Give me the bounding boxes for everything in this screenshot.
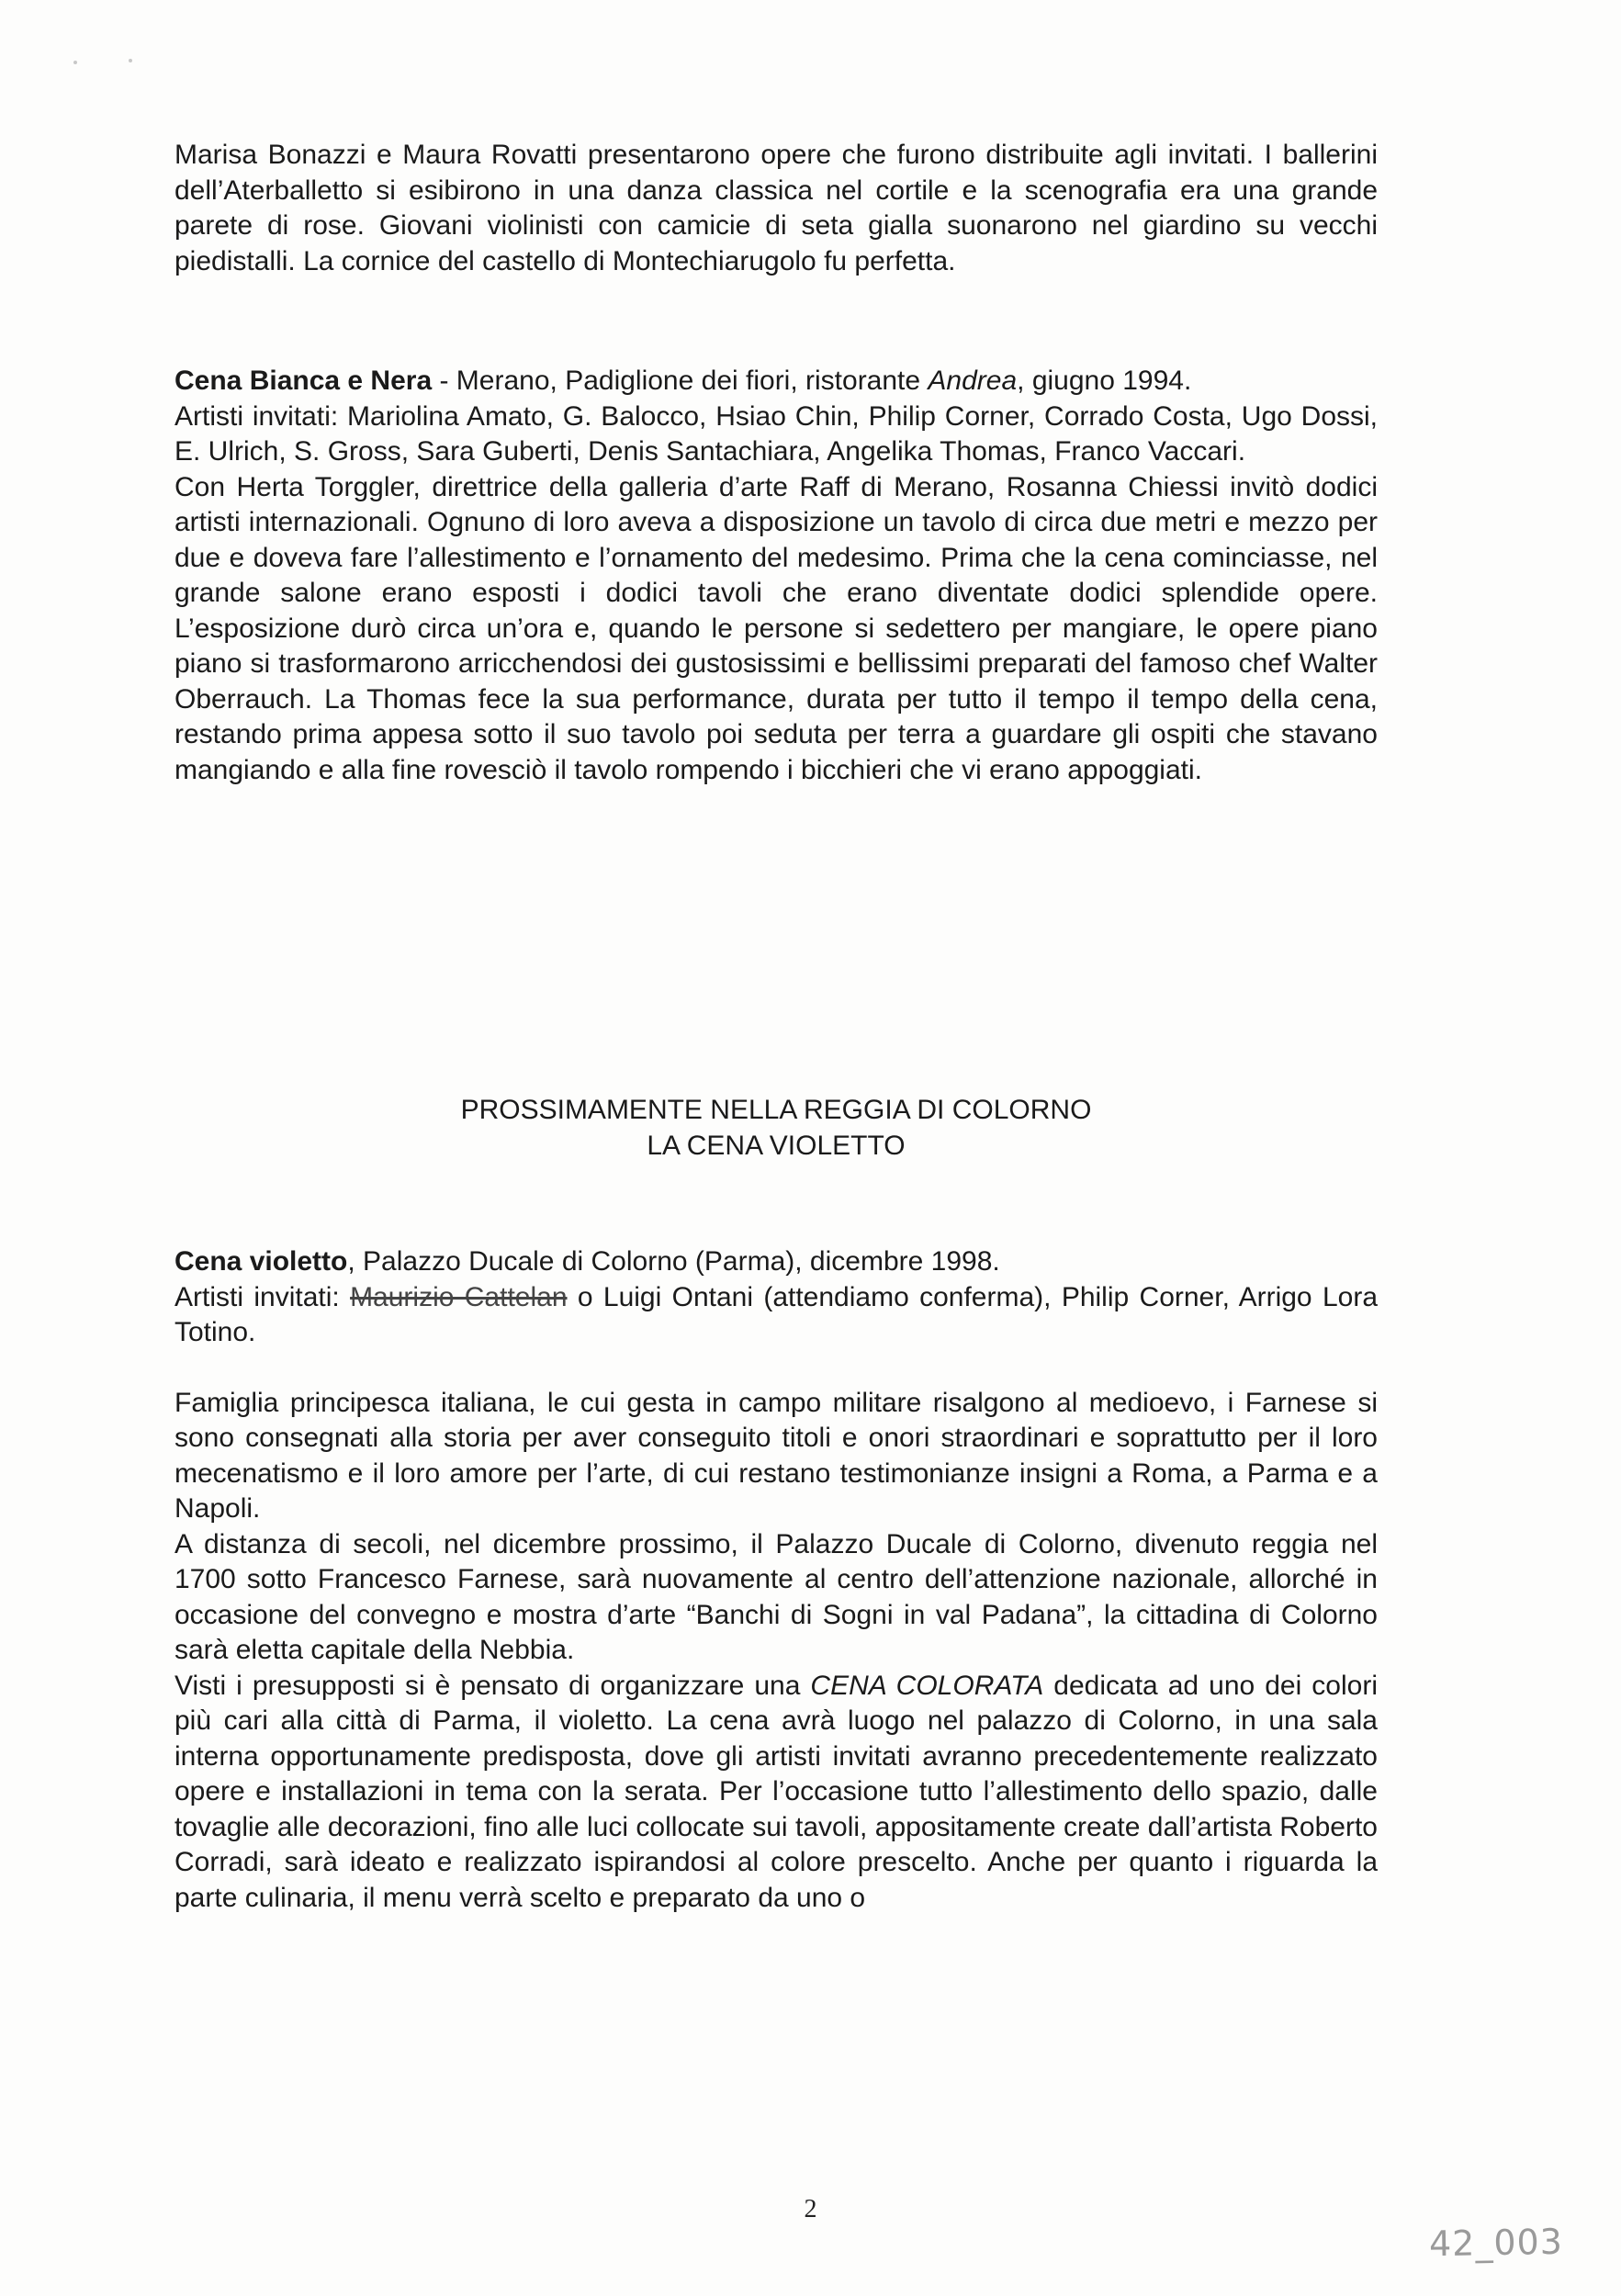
cena-colorata-italic: CENA COLORATA [810, 1670, 1044, 1701]
announcement-heading [174, 1093, 1378, 1164]
p3-start: Visti i presupposti si è pensato di organizzare una [174, 1670, 811, 1701]
scan-speck [129, 59, 132, 62]
cena-bianca-description: Con Herta Torggler, direttrice della galleria d’arte Raff di Merano, Rosanna Chiessi invitò dodici artisti internazionali. Ognuno di loro aveva a disposizione un tavolo di circa due metri e mezzo per due e doveva fare l’allestimento e l’ornamento del medesimo. Prima che la cena cominciasse, nel grande salone erano esposti i dodici tavoli che erano diventate dodici splendide opere. L’esposizione durò circa un’ora e, quando le persone si sedettero per mangiare, le opere piano piano si trasformarono arricchendosi dei gustosissimi e bellissimi preparati del famoso chef Walter Oberrauch. La Thomas fece la sua performance, durata per tutto il tempo il tempo della cena, restando prima appesa sotto il suo tavolo poi seduta per terra a guardare gli ospiti che stavano mangiando e alla fine rovesciò il tavolo rompendo i bicchieri che vi erano appoggiati. [174, 471, 1378, 785]
cena-violetto-place: , Palazzo Ducale di Colorno (Parma), dicembre 1998. [347, 1246, 1000, 1277]
cena-bianca-location: - Merano, Padiglione dei fiori, ristorante [432, 366, 929, 396]
cena-bianca-date: , giugno 1994. [1017, 366, 1192, 396]
body-paragraph-cena-colorata [174, 1669, 1378, 1917]
heading-line-2: LA CENA VIOLETTO [647, 1130, 906, 1161]
struck-artist-name: Maurizio Cattelan [350, 1281, 568, 1312]
cena-bianca-section [174, 364, 1378, 788]
cena-violetto-section [174, 1244, 1378, 1916]
intro-paragraph: Marisa Bonazzi e Maura Rovatti presentarono opere che furono distribuite agli invitati. I ballerini dell’Aterballetto si esibirono in una danza classica nel cortile e la scenografia era una grande parete di rose. Giovani violinisti con camicie di seta gialla suonarono nel giardino su vecchi piedistalli. La cornice del castello di Montechiarugolo fu perfetta. [174, 140, 1378, 276]
scan-speck [73, 61, 77, 64]
handwritten-archive-number: 42_003 [1428, 2221, 1564, 2265]
cena-bianca-venue: Andrea [928, 366, 1018, 396]
body-paragraph-farnese: Famiglia principesca italiana, le cui gesta in campo militare risalgono al medioevo, i Farnese si sono consegnati alla storia per aver conseguito titoli e onori straordinari e soprattutto per il loro mecenatismo e il loro amore per l’arte, di cui restano testimonianze insigni a Roma, a Parma e a Napoli. [174, 1387, 1378, 1524]
p3-end: dedicata ad uno dei colori più cari alla città di Parma, il violetto. La cena avrà luogo nel palazzo di Colorno, in una sala interna opportunamente predisposta, dove gli artisti invitati avranno precedentemente realizzato opere e installazioni in tema con la serata. Per l’occasione tutto l’allestimento dello spazio, dalle tovaglie alle decorazioni, fino alle luci collocate sui tavoli, appositamente create dall’artista Roberto Corradi, sarà ideato e realizzato ispirandosi al colore prescelto. Anche per quanto i riguarda la parte culinaria, il menu verrà scelto e preparato da uno o [174, 1670, 1378, 1913]
page-number: 2 [804, 2195, 817, 2223]
heading-line-1: PROSSIMAMENTE NELLA REGGIA DI COLORNO [460, 1095, 1092, 1125]
cena-bianca-artists: Artisti invitati: Mariolina Amato, G. Balocco, Hsiao Chin, Philip Corner, Corrado Costa, Ugo Dossi, E. Ulrich, S. Gross, Sara Guberti, Denis Santachiara, Angelika Thomas, Franco Vaccari. [174, 400, 1378, 467]
cena-bianca-title: Cena Bianca e Nera [174, 366, 433, 396]
artists-prefix: Artisti invitati: [174, 1281, 351, 1312]
cena-violetto-header [174, 1244, 1378, 1280]
cena-bianca-header [174, 364, 1378, 400]
intro-section [174, 138, 1378, 279]
cena-violetto-artists [174, 1280, 1378, 1351]
cena-violetto-title: Cena violetto [174, 1246, 348, 1277]
body-paragraph-colorno: A distanza di secoli, nel dicembre prossimo, il Palazzo Ducale di Colorno, divenuto reggia nel 1700 sotto Francesco Farnese, sarà nuovamente al centro dell’attenzione nazionale, allorché in occasione del convegno e mostra d’arte “Banchi di Sogni in val Padana”, la cittadina di Colorno sarà eletta capitale della Nebbia. [174, 1528, 1378, 1665]
artists-rest: o Luigi Ontani (attendiamo conferma), Philip Corner, Arrigo Lora Totino. [174, 1281, 1379, 1347]
